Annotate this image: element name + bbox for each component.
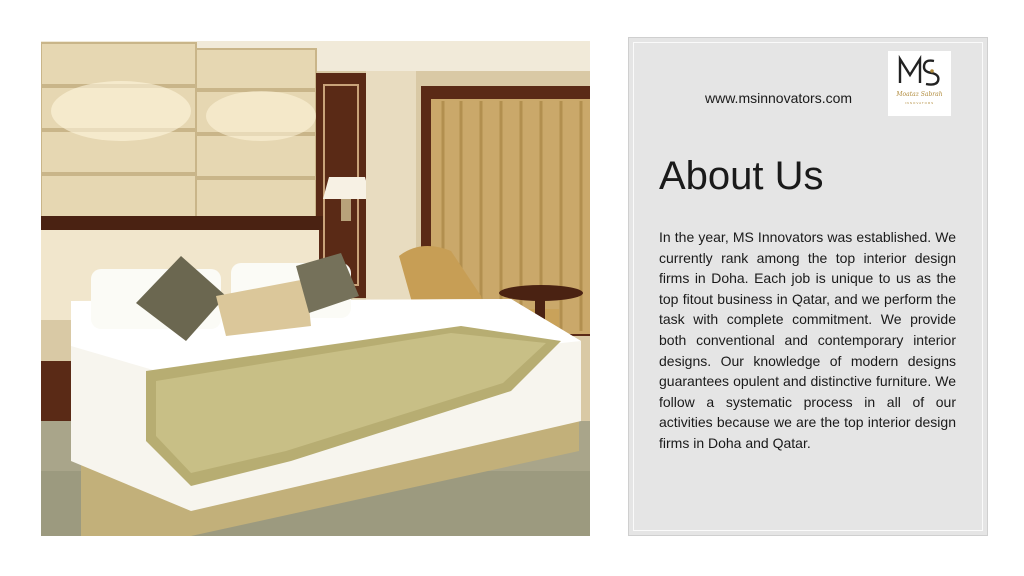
company-logo [888, 51, 951, 116]
logo-tagline: INNOVATORS [904, 101, 935, 105]
website-url[interactable]: www.msinnovators.com [705, 90, 853, 106]
bedroom-photo [41, 41, 590, 536]
logo-company-name: Moataz Sabrah [896, 91, 943, 98]
about-paragraph: In the year, MS Innovators was established. We currently rank among the top interior design firms in Doha. Each job is unique to us as the top fitout business in Qatar, and we perform the task with complete commitment. We provide both conventional and contemporary interior designs. Our knowledge of modern designs guarantees opulent and distinctive furniture. We follow a systematic process in all of our activities because we are the top interior design firms in Doha and Qatar. [659, 229, 956, 451]
page-title: About Us [659, 154, 824, 198]
